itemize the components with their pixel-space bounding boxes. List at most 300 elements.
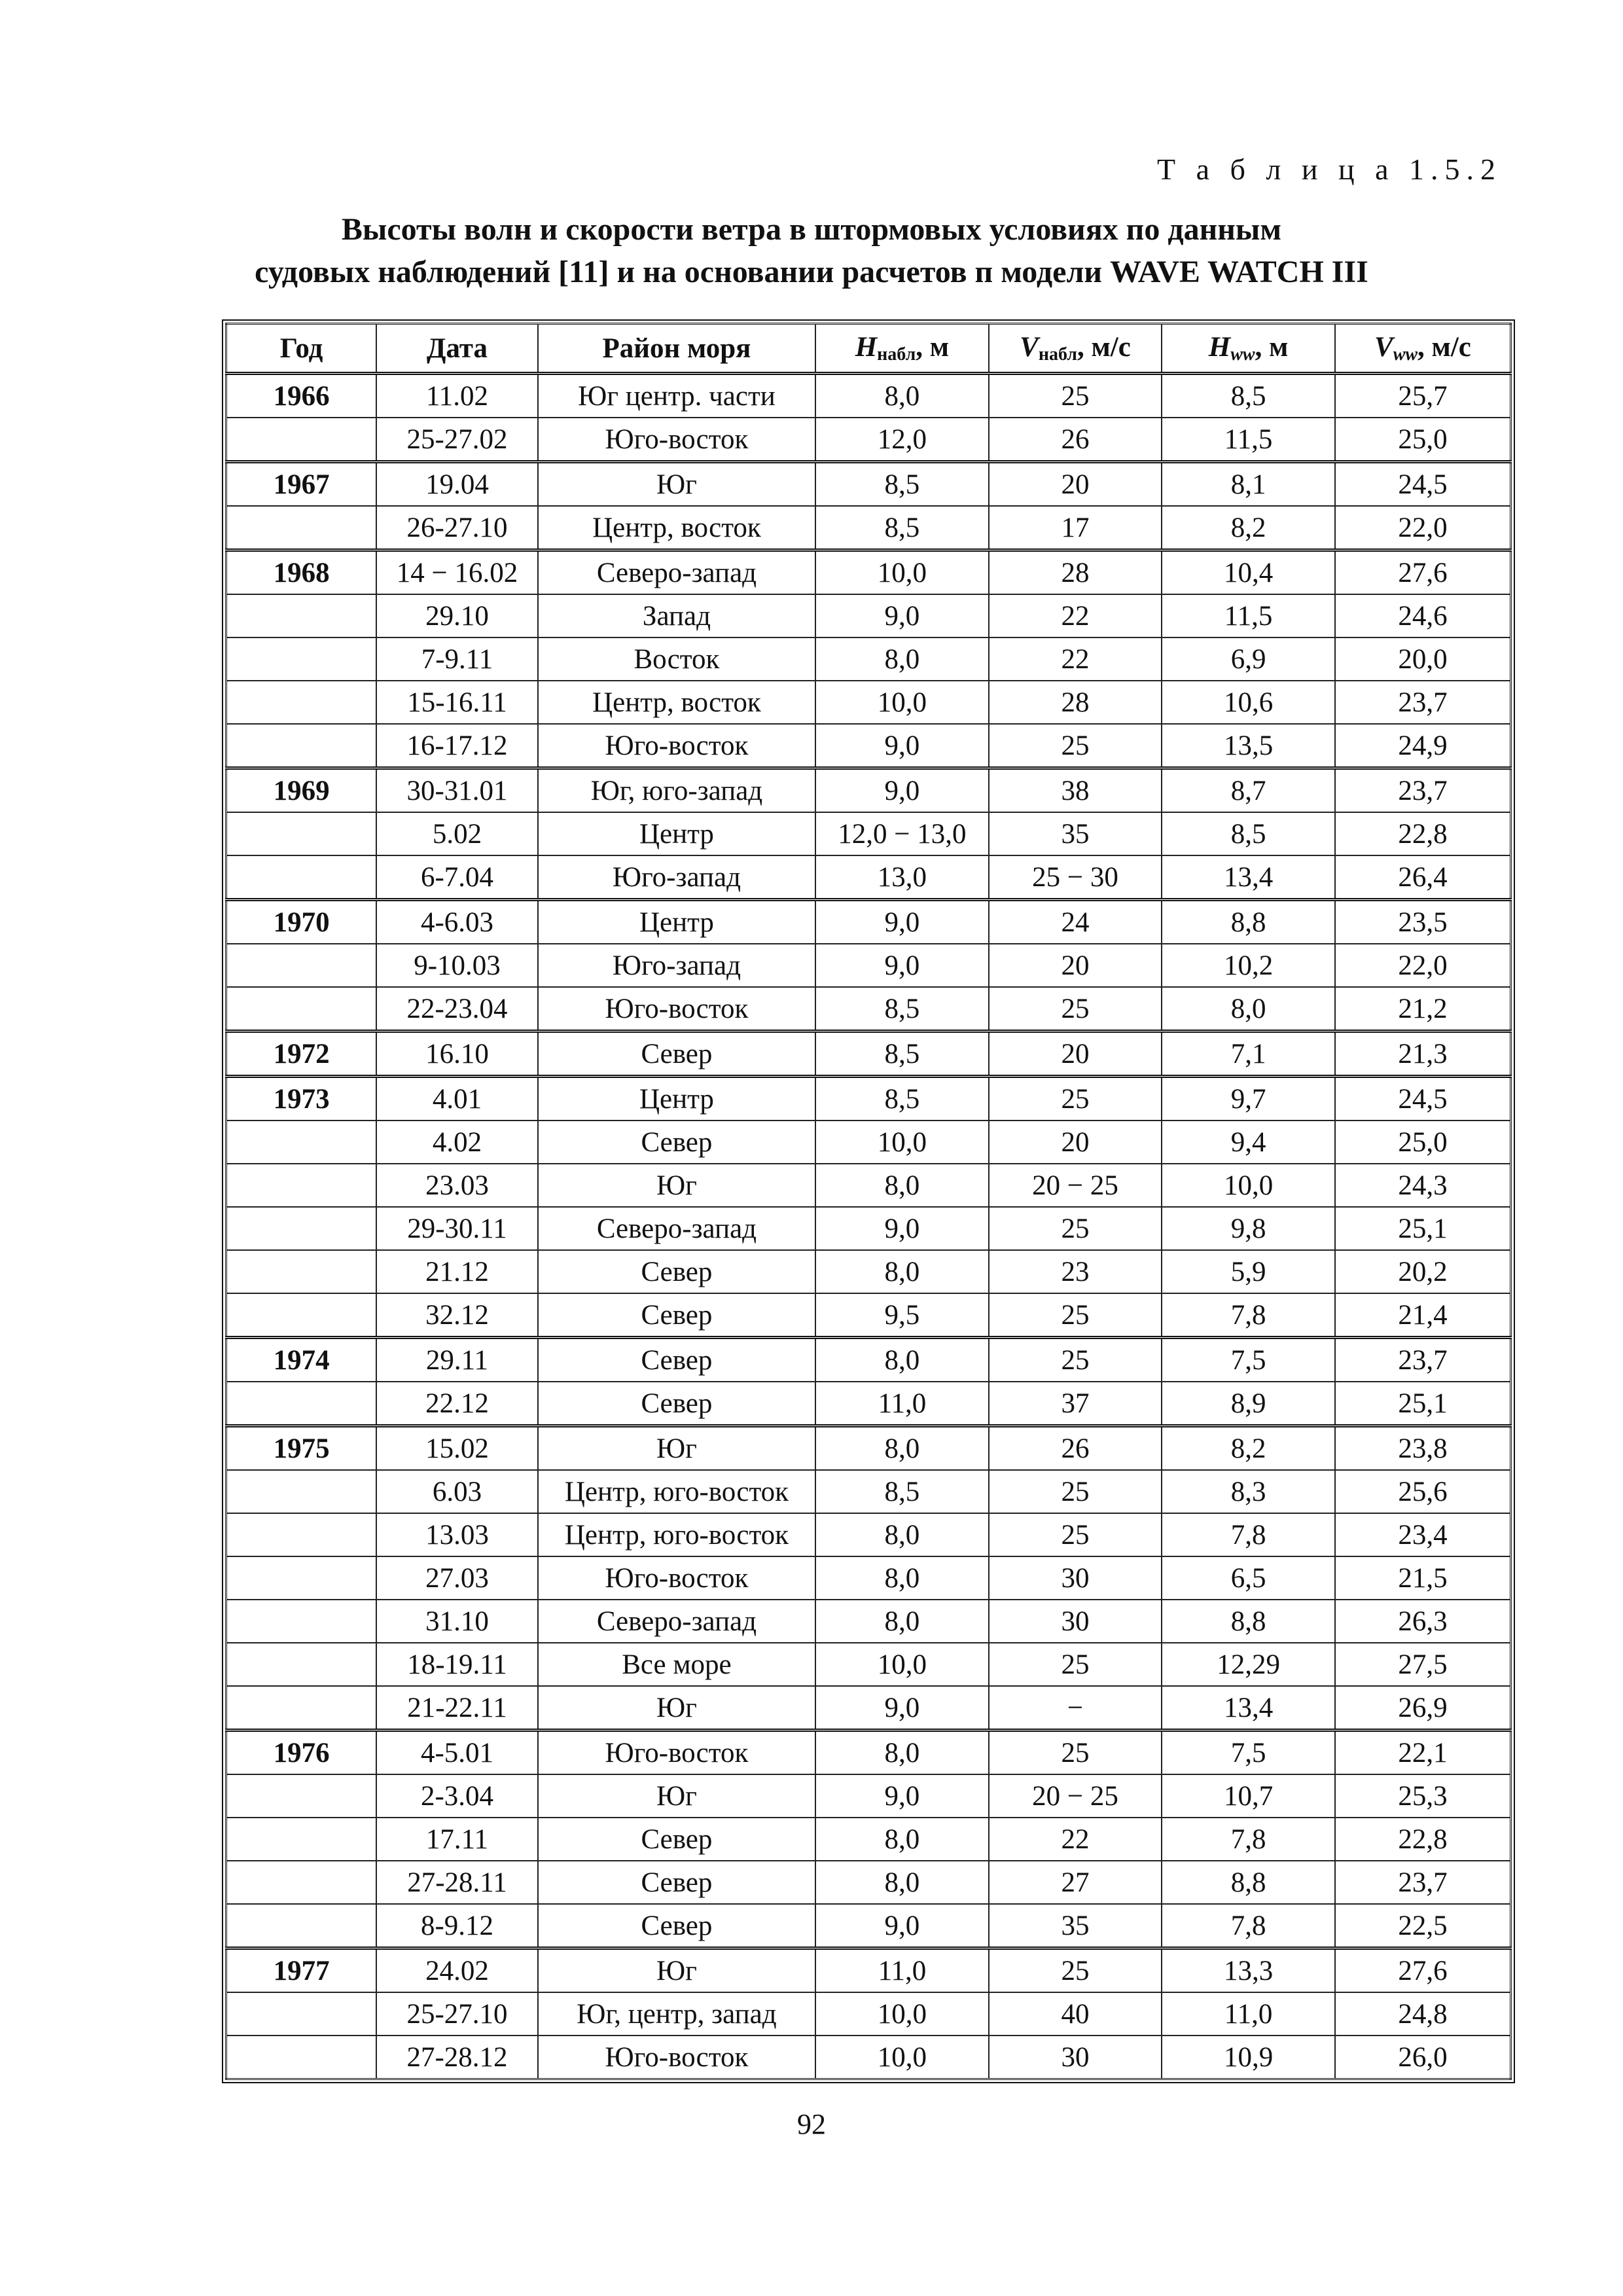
cell-v-observed: − [989,1686,1162,1731]
cell-area: Центр, восток [538,506,815,550]
cell-h-observed: 8,5 [815,462,989,507]
table-title-line-2: судовых наблюдений [11] и на основании расчетов п модели WAVE WATCH III [255,255,1368,289]
cell-date: 21-22.11 [376,1686,538,1731]
cell-year [226,1818,377,1861]
cell-v-wavewatch: 27,6 [1335,1948,1511,1993]
cell-date: 32.12 [376,1293,538,1338]
cell-area: Центр [538,812,815,855]
cell-year: 1969 [226,768,377,813]
cell-h-wavewatch: 10,0 [1162,1164,1335,1207]
cell-v-observed: 25 [989,1513,1162,1556]
cell-h-observed: 8,5 [815,1077,989,1121]
table-row [226,462,1511,507]
cell-h-wavewatch: 13,4 [1162,1686,1335,1731]
cell-year [226,812,377,855]
cell-area: Юго-запад [538,855,815,900]
cell-h-wavewatch: 7,5 [1162,1731,1335,1775]
cell-area: Восток [538,637,815,681]
cell-year [226,1643,377,1686]
cell-h-wavewatch: 7,8 [1162,1293,1335,1338]
cell-v-wavewatch: 22,0 [1335,944,1511,987]
cell-h-wavewatch: 8,2 [1162,506,1335,550]
cell-area: Север [538,1818,815,1861]
cell-v-wavewatch: 25,6 [1335,1470,1511,1513]
cell-date: 14 − 16.02 [376,550,538,595]
cell-v-wavewatch: 22,1 [1335,1731,1511,1775]
cell-h-wavewatch: 11,5 [1162,594,1335,637]
table-row [226,1031,1511,1077]
cell-date: 24.02 [376,1948,538,1993]
cell-area: Север [538,1293,815,1338]
cell-v-observed: 25 [989,1207,1162,1250]
cell-h-wavewatch: 13,4 [1162,855,1335,900]
cell-date: 16-17.12 [376,724,538,768]
cell-v-wavewatch: 24,9 [1335,724,1511,768]
cell-v-observed: 37 [989,1382,1162,1426]
cell-date: 5.02 [376,812,538,855]
cell-year: 1967 [226,462,377,507]
table-row [226,1992,1511,2036]
table-row [226,2036,1511,2079]
cell-year [226,855,377,900]
cell-h-wavewatch: 8,8 [1162,1600,1335,1643]
cell-area: Юг [538,1948,815,1993]
cell-v-observed: 23 [989,1250,1162,1293]
cell-h-observed: 8,5 [815,987,989,1031]
cell-h-wavewatch: 9,8 [1162,1207,1335,1250]
cell-v-wavewatch: 26,0 [1335,2036,1511,2079]
cell-area: Северо-запад [538,1600,815,1643]
cell-h-observed: 12,0 − 13,0 [815,812,989,855]
cell-area: Север [538,1031,815,1077]
storm-data-table [225,323,1512,2080]
table-row [226,768,1511,813]
cell-h-wavewatch: 8,5 [1162,812,1335,855]
cell-year [226,944,377,987]
table-row [226,900,1511,944]
cell-v-wavewatch: 22,0 [1335,506,1511,550]
cell-v-observed: 22 [989,637,1162,681]
cell-v-wavewatch: 26,9 [1335,1686,1511,1731]
cell-area: Юг [538,1774,815,1818]
cell-date: 27-28.12 [376,2036,538,2079]
table-row [226,681,1511,724]
cell-h-wavewatch: 8,5 [1162,374,1335,418]
cell-h-observed: 9,0 [815,594,989,637]
cell-v-wavewatch: 23,4 [1335,1513,1511,1556]
cell-h-observed: 8,0 [815,1164,989,1207]
cell-v-wavewatch: 26,4 [1335,855,1511,900]
cell-year: 1966 [226,374,377,418]
cell-area: Север [538,1904,815,1948]
cell-h-observed: 9,0 [815,1774,989,1818]
cell-v-wavewatch: 22,8 [1335,812,1511,855]
cell-v-wavewatch: 24,8 [1335,1992,1511,2036]
table-row [226,1164,1511,1207]
cell-h-observed: 8,0 [815,1731,989,1775]
header-v-wavewatch: $V_{ww}$, м/с [1335,324,1511,374]
table-row [226,1382,1511,1426]
table-row [226,1470,1511,1513]
cell-v-observed: 20 [989,1031,1162,1077]
table-body [226,374,1511,2079]
cell-v-wavewatch: 24,5 [1335,462,1511,507]
cell-v-wavewatch: 25,0 [1335,1121,1511,1164]
cell-date: 9-10.03 [376,944,538,987]
cell-h-wavewatch: 8,8 [1162,1861,1335,1904]
cell-year [226,1382,377,1426]
cell-h-observed: 8,0 [815,1861,989,1904]
cell-v-observed: 25 [989,1948,1162,1993]
cell-v-observed: 28 [989,681,1162,724]
cell-year [226,1861,377,1904]
cell-date: 8-9.12 [376,1904,538,1948]
cell-h-wavewatch: 8,8 [1162,900,1335,944]
cell-v-wavewatch: 22,8 [1335,1818,1511,1861]
cell-year [226,1207,377,1250]
cell-v-observed: 20 [989,944,1162,987]
cell-v-observed: 30 [989,2036,1162,2079]
cell-v-wavewatch: 25,0 [1335,418,1511,462]
cell-date: 11.02 [376,374,538,418]
cell-h-observed: 9,0 [815,1686,989,1731]
cell-year [226,637,377,681]
cell-v-observed: 20 − 25 [989,1774,1162,1818]
table-row [226,1731,1511,1775]
cell-year [226,1470,377,1513]
table-row [226,1904,1511,1948]
cell-h-wavewatch: 10,4 [1162,550,1335,595]
table-row [226,1818,1511,1861]
table-row [226,1250,1511,1293]
cell-year: 1973 [226,1077,377,1121]
cell-h-observed: 8,5 [815,506,989,550]
table-row [226,724,1511,768]
table-row [226,418,1511,462]
cell-area: Юго-запад [538,944,815,987]
cell-h-observed: 9,0 [815,768,989,813]
cell-h-observed: 9,0 [815,900,989,944]
cell-date: 22-23.04 [376,987,538,1031]
cell-h-wavewatch: 11,5 [1162,418,1335,462]
cell-v-wavewatch: 21,4 [1335,1293,1511,1338]
cell-h-wavewatch: 10,2 [1162,944,1335,987]
cell-v-wavewatch: 23,7 [1335,681,1511,724]
cell-area: Юг [538,1164,815,1207]
cell-v-wavewatch: 21,2 [1335,987,1511,1031]
cell-date: 29.10 [376,594,538,637]
cell-date: 30-31.01 [376,768,538,813]
table-label: Т а б л и ц а 1.5.2 [1156,152,1502,186]
cell-area: Все море [538,1643,815,1686]
cell-v-observed: 26 [989,418,1162,462]
cell-year: 1977 [226,1948,377,1993]
cell-v-observed: 25 [989,1731,1162,1775]
cell-date: 16.10 [376,1031,538,1077]
cell-h-observed: 8,0 [815,374,989,418]
table-row [226,374,1511,418]
cell-h-observed: 12,0 [815,418,989,462]
cell-h-observed: 10,0 [815,1643,989,1686]
cell-h-observed: 11,0 [815,1948,989,1993]
cell-v-observed: 25 [989,724,1162,768]
cell-h-observed: 9,5 [815,1293,989,1338]
cell-v-observed: 25 [989,1077,1162,1121]
cell-v-wavewatch: 25,7 [1335,374,1511,418]
table-row [226,1861,1511,1904]
cell-year [226,594,377,637]
table-row [226,1948,1511,1993]
cell-area: Северо-запад [538,1207,815,1250]
cell-date: 4.01 [376,1077,538,1121]
cell-h-wavewatch: 8,7 [1162,768,1335,813]
cell-h-observed: 8,0 [815,1426,989,1471]
cell-area: Центр [538,900,815,944]
cell-area: Центр, восток [538,681,815,724]
cell-year [226,1513,377,1556]
cell-v-observed: 40 [989,1992,1162,2036]
cell-date: 25-27.10 [376,1992,538,2036]
cell-h-observed: 8,5 [815,1031,989,1077]
cell-h-observed: 10,0 [815,1992,989,2036]
header-h-wavewatch: $H_{ww}$, м [1162,324,1335,374]
cell-year [226,1600,377,1643]
cell-date: 4-6.03 [376,900,538,944]
cell-h-wavewatch: 6,9 [1162,637,1335,681]
table-row [226,944,1511,987]
cell-year [226,1121,377,1164]
cell-date: 15.02 [376,1426,538,1471]
cell-h-observed: 9,0 [815,724,989,768]
cell-date: 13.03 [376,1513,538,1556]
cell-v-wavewatch: 25,1 [1335,1382,1511,1426]
cell-v-wavewatch: 25,1 [1335,1207,1511,1250]
cell-h-observed: 8,0 [815,1818,989,1861]
cell-h-observed: 10,0 [815,681,989,724]
cell-v-observed: 20 − 25 [989,1164,1162,1207]
table-row [226,1338,1511,1382]
cell-area: Юго-восток [538,724,815,768]
cell-area: Центр [538,1077,815,1121]
cell-h-observed: 10,0 [815,550,989,595]
cell-year [226,418,377,462]
cell-h-wavewatch: 7,8 [1162,1904,1335,1948]
cell-year [226,2036,377,2079]
cell-year [226,987,377,1031]
cell-year [226,1250,377,1293]
cell-date: 4-5.01 [376,1731,538,1775]
cell-v-wavewatch: 24,5 [1335,1077,1511,1121]
cell-v-observed: 35 [989,812,1162,855]
cell-h-wavewatch: 10,7 [1162,1774,1335,1818]
cell-year [226,1774,377,1818]
cell-h-wavewatch: 8,9 [1162,1382,1335,1426]
cell-area: Запад [538,594,815,637]
table-row [226,1643,1511,1686]
cell-v-wavewatch: 24,6 [1335,594,1511,637]
table-row [226,1121,1511,1164]
cell-year: 1975 [226,1426,377,1471]
cell-v-wavewatch: 27,5 [1335,1643,1511,1686]
header-v-observed: $V_{набл}$, м/с [989,324,1162,374]
cell-year [226,1293,377,1338]
cell-date: 17.11 [376,1818,538,1861]
header-date: Дата [376,324,538,374]
cell-v-wavewatch: 25,3 [1335,1774,1511,1818]
cell-v-observed: 25 − 30 [989,855,1162,900]
cell-v-observed: 22 [989,1818,1162,1861]
table-row [226,594,1511,637]
cell-v-observed: 25 [989,987,1162,1031]
cell-year [226,1686,377,1731]
cell-h-wavewatch: 11,0 [1162,1992,1335,2036]
table-row [226,1556,1511,1600]
cell-date: 29-30.11 [376,1207,538,1250]
cell-h-wavewatch: 10,9 [1162,2036,1335,2079]
cell-h-observed: 8,0 [815,1250,989,1293]
cell-h-observed: 8,0 [815,1600,989,1643]
cell-date: 27-28.11 [376,1861,538,1904]
cell-h-wavewatch: 9,7 [1162,1077,1335,1121]
cell-area: Север [538,1250,815,1293]
cell-v-observed: 24 [989,900,1162,944]
cell-h-wavewatch: 7,1 [1162,1031,1335,1077]
cell-v-observed: 25 [989,1470,1162,1513]
table-row [226,1600,1511,1643]
cell-h-wavewatch: 9,4 [1162,1121,1335,1164]
cell-h-wavewatch: 8,3 [1162,1470,1335,1513]
cell-area: Север [538,1861,815,1904]
cell-year: 1974 [226,1338,377,1382]
cell-v-wavewatch: 21,3 [1335,1031,1511,1077]
cell-area: Юг, юго-запад [538,768,815,813]
table-row [226,1686,1511,1731]
cell-v-wavewatch: 22,5 [1335,1904,1511,1948]
cell-h-observed: 13,0 [815,855,989,900]
cell-h-wavewatch: 8,2 [1162,1426,1335,1471]
cell-v-observed: 25 [989,1643,1162,1686]
table-row [226,550,1511,595]
cell-v-wavewatch: 20,2 [1335,1250,1511,1293]
cell-h-observed: 9,0 [815,1904,989,1948]
table-row [226,987,1511,1031]
cell-h-wavewatch: 8,1 [1162,462,1335,507]
cell-v-observed: 25 [989,1293,1162,1338]
cell-area: Север [538,1121,815,1164]
cell-date: 31.10 [376,1600,538,1643]
table-title-line-1: Высоты волн и скорости ветра в штормовых условиях по данным [341,212,1282,247]
cell-v-observed: 26 [989,1426,1162,1471]
cell-h-wavewatch: 13,5 [1162,724,1335,768]
cell-v-wavewatch: 21,5 [1335,1556,1511,1600]
cell-area: Юго-восток [538,1556,815,1600]
cell-date: 6-7.04 [376,855,538,900]
cell-area: Юг [538,462,815,507]
cell-year: 1968 [226,550,377,595]
cell-v-wavewatch: 23,7 [1335,1861,1511,1904]
cell-area: Юг [538,1426,815,1471]
cell-h-wavewatch: 7,5 [1162,1338,1335,1382]
cell-area: Север [538,1382,815,1426]
cell-year: 1972 [226,1031,377,1077]
table-row [226,855,1511,900]
cell-v-wavewatch: 24,3 [1335,1164,1511,1207]
cell-v-wavewatch: 23,5 [1335,900,1511,944]
cell-area: Юг [538,1686,815,1731]
cell-year [226,1164,377,1207]
table-row [226,812,1511,855]
cell-date: 21.12 [376,1250,538,1293]
table-header-row [226,324,1511,374]
cell-v-wavewatch: 26,3 [1335,1600,1511,1643]
cell-area: Северо-запад [538,550,815,595]
cell-area: Центр, юго-восток [538,1513,815,1556]
cell-v-observed: 38 [989,768,1162,813]
cell-h-wavewatch: 7,8 [1162,1513,1335,1556]
table-row [226,1293,1511,1338]
cell-date: 2-3.04 [376,1774,538,1818]
table-row [226,1077,1511,1121]
cell-h-wavewatch: 10,6 [1162,681,1335,724]
cell-h-observed: 9,0 [815,1207,989,1250]
cell-h-observed: 10,0 [815,1121,989,1164]
cell-area: Юг центр. части [538,374,815,418]
cell-v-observed: 17 [989,506,1162,550]
cell-h-observed: 11,0 [815,1382,989,1426]
cell-v-wavewatch: 20,0 [1335,637,1511,681]
cell-date: 18-19.11 [376,1643,538,1686]
cell-area: Юго-восток [538,1731,815,1775]
cell-date: 22.12 [376,1382,538,1426]
cell-area: Центр, юго-восток [538,1470,815,1513]
cell-v-wavewatch: 27,6 [1335,550,1511,595]
cell-v-observed: 28 [989,550,1162,595]
cell-area: Юго-восток [538,2036,815,2079]
cell-h-observed: 8,0 [815,1338,989,1382]
cell-h-wavewatch: 12,29 [1162,1643,1335,1686]
cell-h-observed: 8,0 [815,1513,989,1556]
cell-v-wavewatch: 23,8 [1335,1426,1511,1471]
cell-h-wavewatch: 6,5 [1162,1556,1335,1600]
cell-v-observed: 30 [989,1556,1162,1600]
cell-date: 6.03 [376,1470,538,1513]
cell-h-observed: 10,0 [815,2036,989,2079]
cell-v-observed: 35 [989,1904,1162,1948]
cell-date: 7-9.11 [376,637,538,681]
cell-h-observed: 8,0 [815,637,989,681]
cell-date: 23.03 [376,1164,538,1207]
cell-year: 1976 [226,1731,377,1775]
page-number: 92 [797,2108,826,2140]
cell-year [226,681,377,724]
table-row [226,637,1511,681]
header-year: Год [226,324,377,374]
cell-v-observed: 20 [989,1121,1162,1164]
cell-date: 4.02 [376,1121,538,1164]
cell-year [226,506,377,550]
cell-v-observed: 20 [989,462,1162,507]
cell-v-wavewatch: 23,7 [1335,1338,1511,1382]
cell-h-observed: 8,0 [815,1556,989,1600]
cell-v-observed: 30 [989,1600,1162,1643]
table-row [226,1774,1511,1818]
cell-year [226,724,377,768]
cell-v-wavewatch: 23,7 [1335,768,1511,813]
cell-area: Север [538,1338,815,1382]
cell-area: Юг, центр, запад [538,1992,815,2036]
cell-date: 15-16.11 [376,681,538,724]
cell-v-observed: 27 [989,1861,1162,1904]
